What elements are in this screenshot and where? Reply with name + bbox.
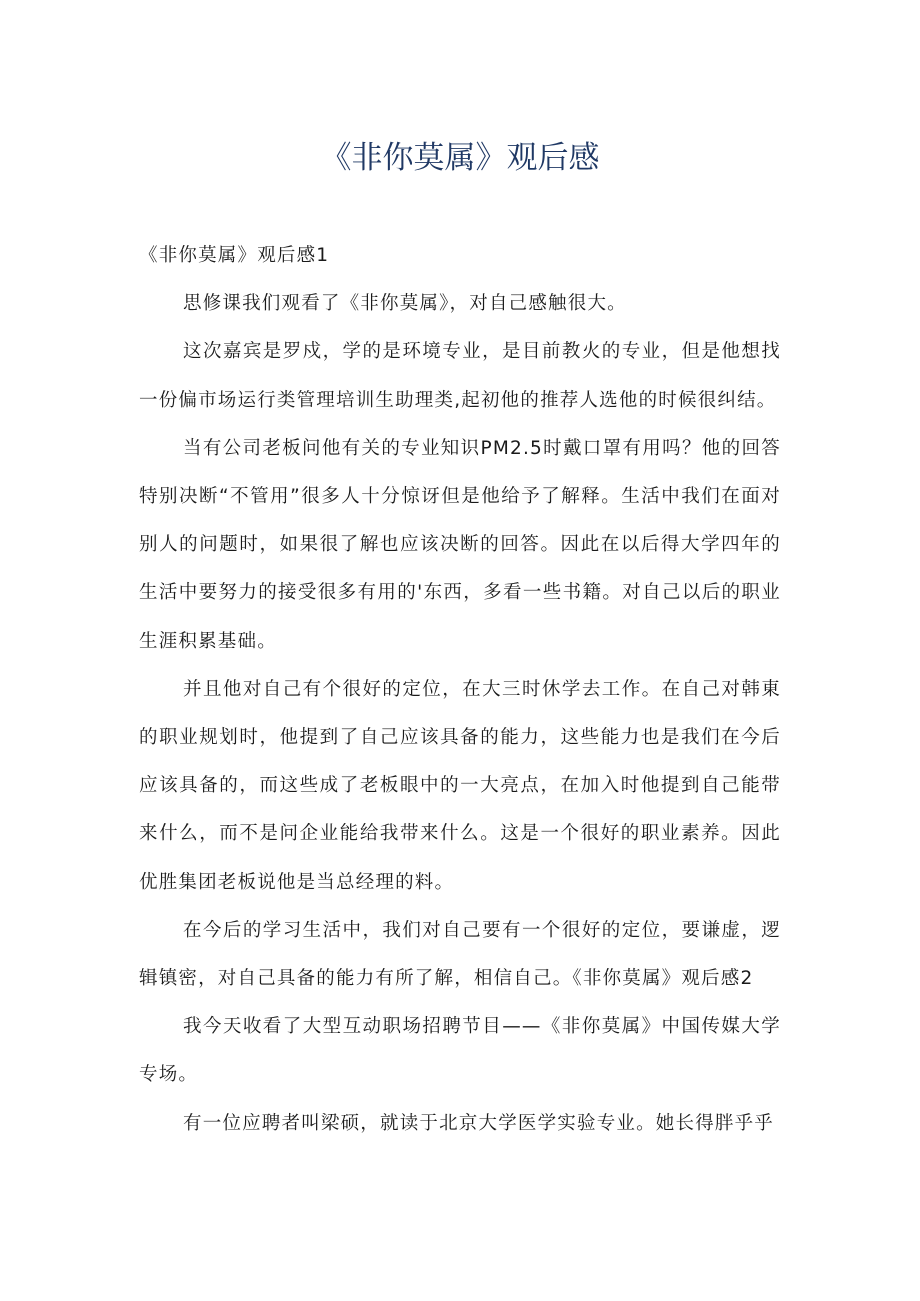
paragraph-1: 思修课我们观看了《非你莫属》，对自己感触很大。 [183, 293, 627, 315]
document-title: 《非你莫属》观后感 [320, 140, 600, 176]
paragraph-5: 在今后的学习生活中，我们对自己要有一个很好的定位，要谦虚，逻辑镇密，对自己具备的能力有所了解，相信自己。《非你莫属》观后感2 [139, 919, 781, 990]
paragraph-4: 并且他对自己有个很好的定位，在大三时休学去工作。在自己对韩東的职业规划时，他提到了自己应该具备的能力，这些能力也是我们在今后应该具备的，而这些成了老板眼中的一大亮点，在加入时他提到自己能带来什么，而不是问企业能给我带来什么。这是一个很好的职业素养。因此优胜集团老板说他是当总经理的料。 [139, 678, 781, 893]
paragraph-2: 这次嘉宾是罗戍，学的是环境专业，是目前教火的专业，但是他想找一份偏市场运行类管理培训生助理类,起初他的推荐人选他的时候很纠结。 [139, 341, 781, 411]
paragraph-3: 当有公司老板问他有关的专业知识PM2.5时戴口罩有用吗？他的回答特别决断“不管用”很多人十分惊讶但是他给予了解释。生活中我们在面对别人的问题时，如果很了解也应该决断的回答。因此在以后得大学四年的生活中要努力的接受很多有用的'东西，多看一些书籍。对自己以后的职业生涯积累基础。 [139, 437, 781, 652]
paragraph-7: 有一位应聘者叫梁硕，就读于北京大学医学实验专业。她长得胖乎乎 [183, 1112, 775, 1134]
paragraph-6: 我今天收看了大型互动职场招聘节目——《非你莫属》中国传媒大学专场。 [139, 1016, 781, 1086]
document-body [139, 232, 781, 1148]
section-heading-1: 《非你莫属》观后感1 [139, 245, 330, 266]
